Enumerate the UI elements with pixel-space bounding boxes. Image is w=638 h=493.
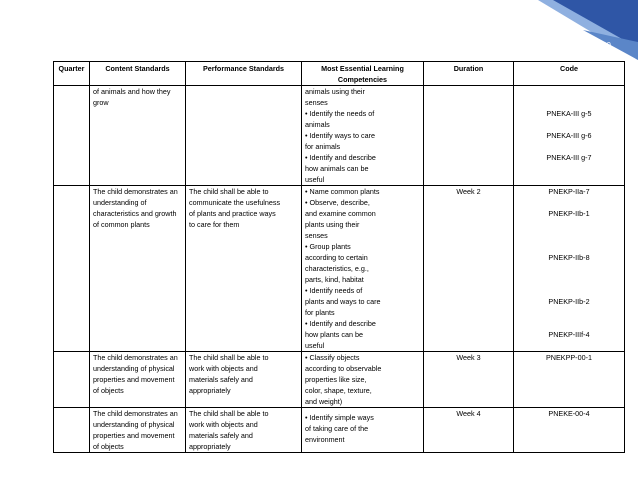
text-line: The child shall be able to xyxy=(189,409,269,418)
text-line: parts, kind, habitat xyxy=(305,275,364,284)
text-line: work with objects and xyxy=(189,420,258,429)
text-line: The child demonstrates an xyxy=(93,409,178,418)
text-line: understanding of xyxy=(93,198,147,207)
header-content-standards: Content Standards xyxy=(90,62,186,86)
text-line: • Identify and describe xyxy=(305,153,376,162)
text-line: characteristics, e.g., xyxy=(305,264,369,273)
text-line: useful xyxy=(305,341,325,350)
code-line: PNEKA-III g-5 xyxy=(546,109,592,118)
text-line: understanding of physical xyxy=(93,420,175,429)
code-line: PNEKA-III g-7 xyxy=(546,153,592,162)
text-line: appropriately xyxy=(189,386,231,395)
code-line: PNEKE-00-4 xyxy=(548,409,590,418)
text-line: • Identify and describe xyxy=(305,319,376,328)
text-line: according to certain xyxy=(305,253,368,262)
competencies-cell xyxy=(302,408,424,453)
duration-cell xyxy=(424,86,514,186)
code-cell xyxy=(514,86,625,186)
text-line: The child shall be able to xyxy=(189,187,269,196)
competencies-cell xyxy=(302,186,424,352)
text-line: • Identify ways to care xyxy=(305,131,376,140)
text-line: of objects xyxy=(93,386,124,395)
header-code: Code xyxy=(514,62,625,86)
text-line: of animals and how they xyxy=(93,87,171,96)
curriculum-table xyxy=(53,61,625,453)
quarter-cell xyxy=(54,352,90,408)
table-header-row xyxy=(54,62,625,86)
page-number: 20 xyxy=(602,41,611,50)
text-line: how animals can be xyxy=(305,164,369,173)
text-line: grow xyxy=(93,98,109,107)
text-line: characteristics and growth xyxy=(93,209,177,218)
text-line: color, shape, texture, xyxy=(305,386,372,395)
text-line: according to observable xyxy=(305,364,382,373)
code-cell xyxy=(514,408,625,453)
code-cell xyxy=(514,352,625,408)
header-performance-standards: Performance Standards xyxy=(186,62,302,86)
quarter-cell xyxy=(54,86,90,186)
header-quarter: Quarter xyxy=(54,62,90,86)
text-line: • Observe, describe, xyxy=(305,198,370,207)
text-line: plants using their xyxy=(305,220,360,229)
table-row xyxy=(54,186,625,352)
text-line: properties and movement xyxy=(93,431,175,440)
header-competencies xyxy=(302,62,424,86)
duration-cell: Week 2 xyxy=(424,186,514,352)
text-line: • Identify simple ways xyxy=(305,413,374,422)
text-line: for animals xyxy=(305,142,341,151)
text-line: properties like size, xyxy=(305,375,367,384)
table-row xyxy=(54,408,625,453)
corner-decoration xyxy=(528,0,638,60)
header-competencies-line1: Most Essential Learning xyxy=(321,64,404,73)
text-line: • Name common plants xyxy=(305,187,380,196)
header-duration: Duration xyxy=(424,62,514,86)
code-cell xyxy=(514,186,625,352)
content-standard-cell xyxy=(90,86,186,186)
duration-cell: Week 3 xyxy=(424,352,514,408)
content-standard-cell xyxy=(90,408,186,453)
duration-cell: Week 4 xyxy=(424,408,514,453)
quarter-cell xyxy=(54,186,90,352)
text-line: useful xyxy=(305,175,325,184)
performance-standard-cell xyxy=(186,186,302,352)
text-line: understanding of physical xyxy=(93,364,175,373)
text-line: animals xyxy=(305,120,330,129)
text-line: • Group plants xyxy=(305,242,351,251)
content-standard-cell xyxy=(90,352,186,408)
text-line: properties and movement xyxy=(93,375,175,384)
text-line: to care for them xyxy=(189,220,240,229)
text-line: • Identify the needs of xyxy=(305,109,375,118)
code-line: PNEKP-IIb-8 xyxy=(548,253,590,262)
table-row xyxy=(54,86,625,186)
text-line: The child demonstrates an xyxy=(93,187,178,196)
performance-standard-cell xyxy=(186,408,302,453)
text-line: environment xyxy=(305,435,345,444)
text-line: for plants xyxy=(305,308,335,317)
competencies-cell xyxy=(302,352,424,408)
text-line: and weight) xyxy=(305,397,343,406)
text-line: plants and ways to care xyxy=(305,297,381,306)
text-line: communicate the usefulness xyxy=(189,198,281,207)
text-line: senses xyxy=(305,231,328,240)
text-line: work with objects and xyxy=(189,364,258,373)
code-line: PNEKP-IIb-1 xyxy=(548,209,590,218)
text-line: materials safely and xyxy=(189,375,253,384)
text-line: senses xyxy=(305,98,328,107)
content-standard-cell xyxy=(90,186,186,352)
quarter-cell xyxy=(54,408,90,453)
text-line: of objects xyxy=(93,442,124,451)
code-line: PNEKPP-00-1 xyxy=(546,353,592,362)
text-line: The child demonstrates an xyxy=(93,353,178,362)
text-line: and examine common xyxy=(305,209,376,218)
text-line: how plants can be xyxy=(305,330,363,339)
code-line: PNEKP-IIa-7 xyxy=(548,187,590,196)
text-line: of taking care of the xyxy=(305,424,369,433)
header-competencies-line2: Competencies xyxy=(337,75,388,84)
text-line: of plants and practice ways xyxy=(189,209,276,218)
performance-standard-cell xyxy=(186,352,302,408)
competencies-cell xyxy=(302,86,424,186)
text-line: • Identify needs of xyxy=(305,286,363,295)
text-line: appropriately xyxy=(189,442,231,451)
text-line: • Classify objects xyxy=(305,353,360,362)
table-row xyxy=(54,352,625,408)
text-line: of common plants xyxy=(93,220,150,229)
code-line: PNEKP-IIIf-4 xyxy=(548,330,590,339)
text-line: The child shall be able to xyxy=(189,353,269,362)
performance-standard-cell xyxy=(186,86,302,186)
code-line: PNEKA-III g-6 xyxy=(546,131,592,140)
text-line: animals using their xyxy=(305,87,365,96)
code-line: PNEKP-IIb-2 xyxy=(548,297,590,306)
text-line: materials safely and xyxy=(189,431,253,440)
